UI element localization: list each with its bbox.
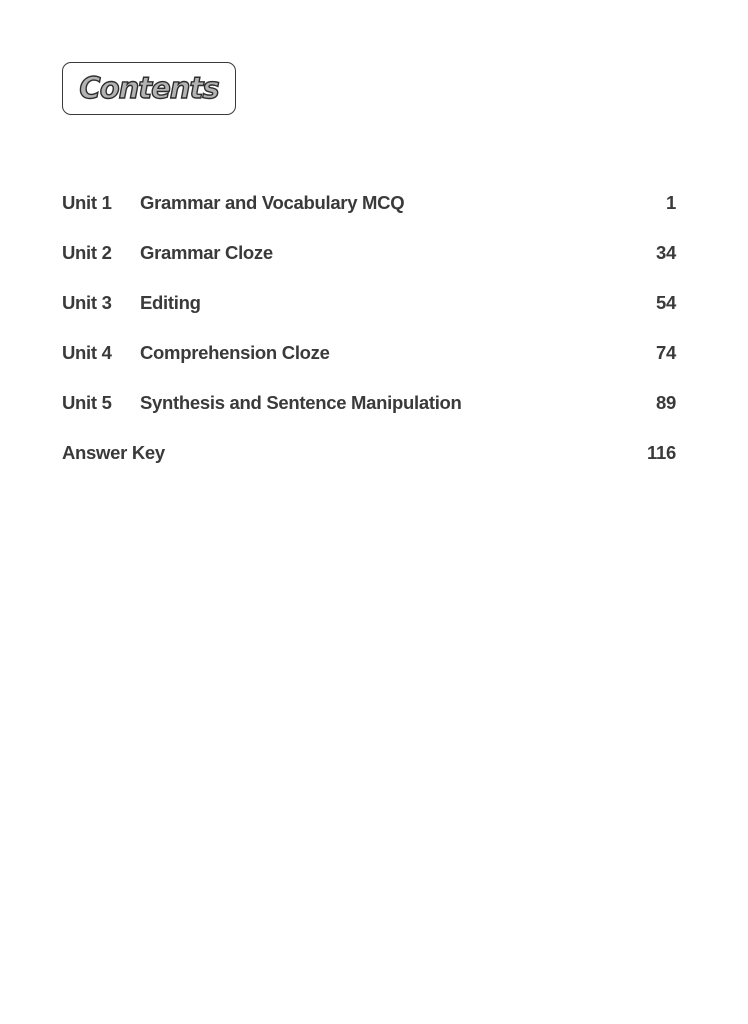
page-number: 54 bbox=[656, 292, 676, 313]
unit-label: Unit 3 bbox=[62, 292, 112, 313]
unit-title: Editing bbox=[140, 292, 201, 313]
page-number: 74 bbox=[656, 342, 676, 363]
answer-key-label: Answer Key bbox=[62, 442, 165, 463]
toc-entry-unit-5[interactable] bbox=[62, 390, 676, 440]
page-number: 1 bbox=[666, 192, 676, 213]
unit-label: Unit 1 bbox=[62, 192, 112, 213]
unit-label: Unit 5 bbox=[62, 392, 112, 413]
toc-entry-unit-2[interactable] bbox=[62, 240, 676, 290]
toc-entry-unit-3[interactable] bbox=[62, 290, 676, 340]
contents-heading: Contents bbox=[79, 70, 219, 105]
unit-title: Grammar Cloze bbox=[140, 242, 273, 263]
unit-label: Unit 4 bbox=[62, 342, 112, 363]
page-number: 34 bbox=[656, 242, 676, 263]
unit-title: Grammar and Vocabulary MCQ bbox=[140, 192, 405, 213]
table-of-contents bbox=[62, 190, 676, 490]
page-number: 89 bbox=[656, 392, 676, 413]
unit-label: Unit 2 bbox=[62, 242, 112, 263]
toc-entry-unit-1[interactable] bbox=[62, 190, 676, 240]
toc-entry-answer-key[interactable] bbox=[62, 440, 676, 490]
contents-title-box bbox=[62, 62, 236, 115]
toc-entry-unit-4[interactable] bbox=[62, 340, 676, 390]
page-number: 116 bbox=[647, 442, 676, 463]
unit-title: Comprehension Cloze bbox=[140, 342, 330, 363]
unit-title: Synthesis and Sentence Manipulation bbox=[140, 392, 462, 413]
